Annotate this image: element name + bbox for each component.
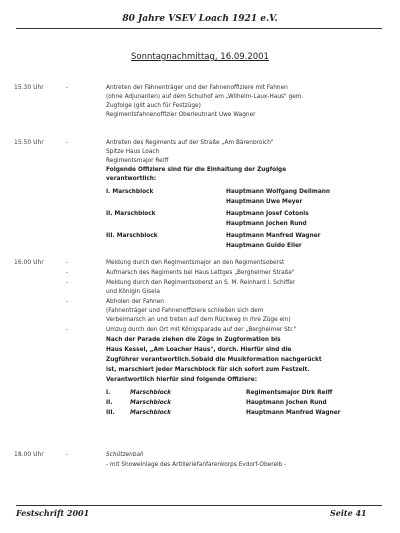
- section-title: [0, 52, 400, 62]
- text-line: verantwortlich:: [106, 176, 157, 182]
- officer-name: Hauptmann Guido Eller: [226, 243, 302, 249]
- officer-name: Hauptmann Jochen Rund: [246, 400, 327, 406]
- dash: -: [66, 451, 69, 458]
- text-line: Schützenball: [106, 452, 144, 458]
- text-line-bold: Zugführer verantwortlich.Sobald die Musikformation nachgerückt: [106, 357, 322, 363]
- text-line: Meldung durch den Regimentsmajor an den Regimentsoberst: [106, 260, 285, 266]
- text-line: Abholen der Fahnen: [106, 299, 164, 305]
- dash: -: [66, 279, 69, 286]
- marschblock-number: III.: [106, 410, 115, 416]
- text-line: Antreten des Regiments auf der Straße „Am Bärenbroich": [106, 140, 274, 146]
- marschblock-label: III. Marschblock: [106, 233, 158, 239]
- text-line-bold: Haus Kessel, „Am Loacher Haus", durch. Hierfür sind die: [106, 347, 292, 353]
- dash: -: [66, 269, 69, 276]
- header-rule: [16, 28, 382, 29]
- text-line: Verbeimarsch an und treten auf dem Rückweg in ihre Züge ein): [106, 317, 291, 323]
- page-number: Seite 41: [330, 508, 367, 518]
- time-label: 18.00 Uhr: [14, 451, 44, 458]
- officer-name: Hauptmann Jochen Rund: [226, 221, 307, 227]
- time-label: 15.30 Uhr: [14, 84, 44, 91]
- text-line-bold: ist, marschiert jeder Marschblock für sich sofort zum Festzelt.: [106, 367, 310, 373]
- text-line: Antreten der Fähnenträger und der Fahnenoffiziere mit Fahnen: [106, 85, 288, 91]
- text-line: Aufmarsch des Regiments bei Haus Lettges „Bergheimer Straße": [106, 270, 295, 276]
- marschblock-label: I. Marschblock: [106, 189, 154, 195]
- text-line: (ohne Adjunanten) auf dem Schulhof am „Wilhelm-Laux-Haus" gem.: [106, 94, 304, 100]
- marschblock-label: II. Marschblock: [106, 211, 156, 217]
- officer-name: Regimentsmajor Dirk Reiff: [246, 390, 333, 396]
- text-line: und Königin Gisela: [106, 289, 160, 295]
- text-line: Regimentsfahnenoffizier Oberleutnant Uwe Wagner: [106, 112, 256, 118]
- text-line: Zugfolge (gilt auch für Festzüge): [106, 103, 201, 109]
- footer-title: Festschrift 2001: [16, 508, 90, 518]
- officer-name: Hauptmann Wolfgang Dellmann: [226, 189, 330, 195]
- dash: -: [66, 298, 69, 305]
- time-label: 16.00 Uhr: [14, 259, 44, 266]
- officer-name: Hauptmann Josef Cotonis: [226, 211, 309, 217]
- text-line: Umzug durch den Ort mit Königsparade auf der „Bergheimer Str.": [106, 327, 297, 333]
- marschblock-label: Marschblock: [130, 400, 171, 406]
- section-title-text: Sonntagnachmittag, 16.09.2001: [131, 52, 269, 62]
- marschblock-label: Marschblock: [130, 390, 171, 396]
- dash: -: [66, 326, 69, 333]
- text-line-bold: Verantwortlich hierfür sind folgende Offiziere:: [106, 377, 258, 383]
- text-line: - mit Showeinlage des Artilleriefanfarenkorps Evdorf-Oberelb -: [106, 462, 287, 468]
- page-header: 80 Jahre VSEV Loach 1921 e.V.: [122, 14, 278, 24]
- footer-rule: [16, 505, 382, 506]
- marschblock-number: II.: [106, 400, 113, 406]
- dash: -: [66, 84, 69, 91]
- text-line: (Fahnenträger und Fahnenoffiziere schließen sich dem: [106, 308, 264, 314]
- text-line: Spitze Haus Loach: [106, 149, 160, 155]
- officer-name: Hauptmann Manfred Wagner: [226, 233, 321, 239]
- marschblock-label: Marschblock: [130, 410, 171, 416]
- time-label: 15.50 Uhr: [14, 139, 44, 146]
- officer-name: Hauptmann Uwe Meyer: [226, 199, 303, 205]
- marschblock-number: I.: [106, 390, 111, 396]
- text-line: Meldung durch den Regimentsoberst an S. M. Reinhard I. Schiffer: [106, 280, 296, 286]
- officer-name: Hauptmann Manfred Wagner: [246, 410, 341, 416]
- text-line-bold: Nach der Parade ziehen die Züge in Zugformation bis: [106, 337, 281, 343]
- text-line: Regimentsmajor Reiff: [106, 158, 169, 164]
- dash: -: [66, 259, 69, 266]
- dash: -: [66, 139, 69, 146]
- text-line: Folgende Offiziere sind für die Einhaltung der Zugfolge: [106, 167, 287, 173]
